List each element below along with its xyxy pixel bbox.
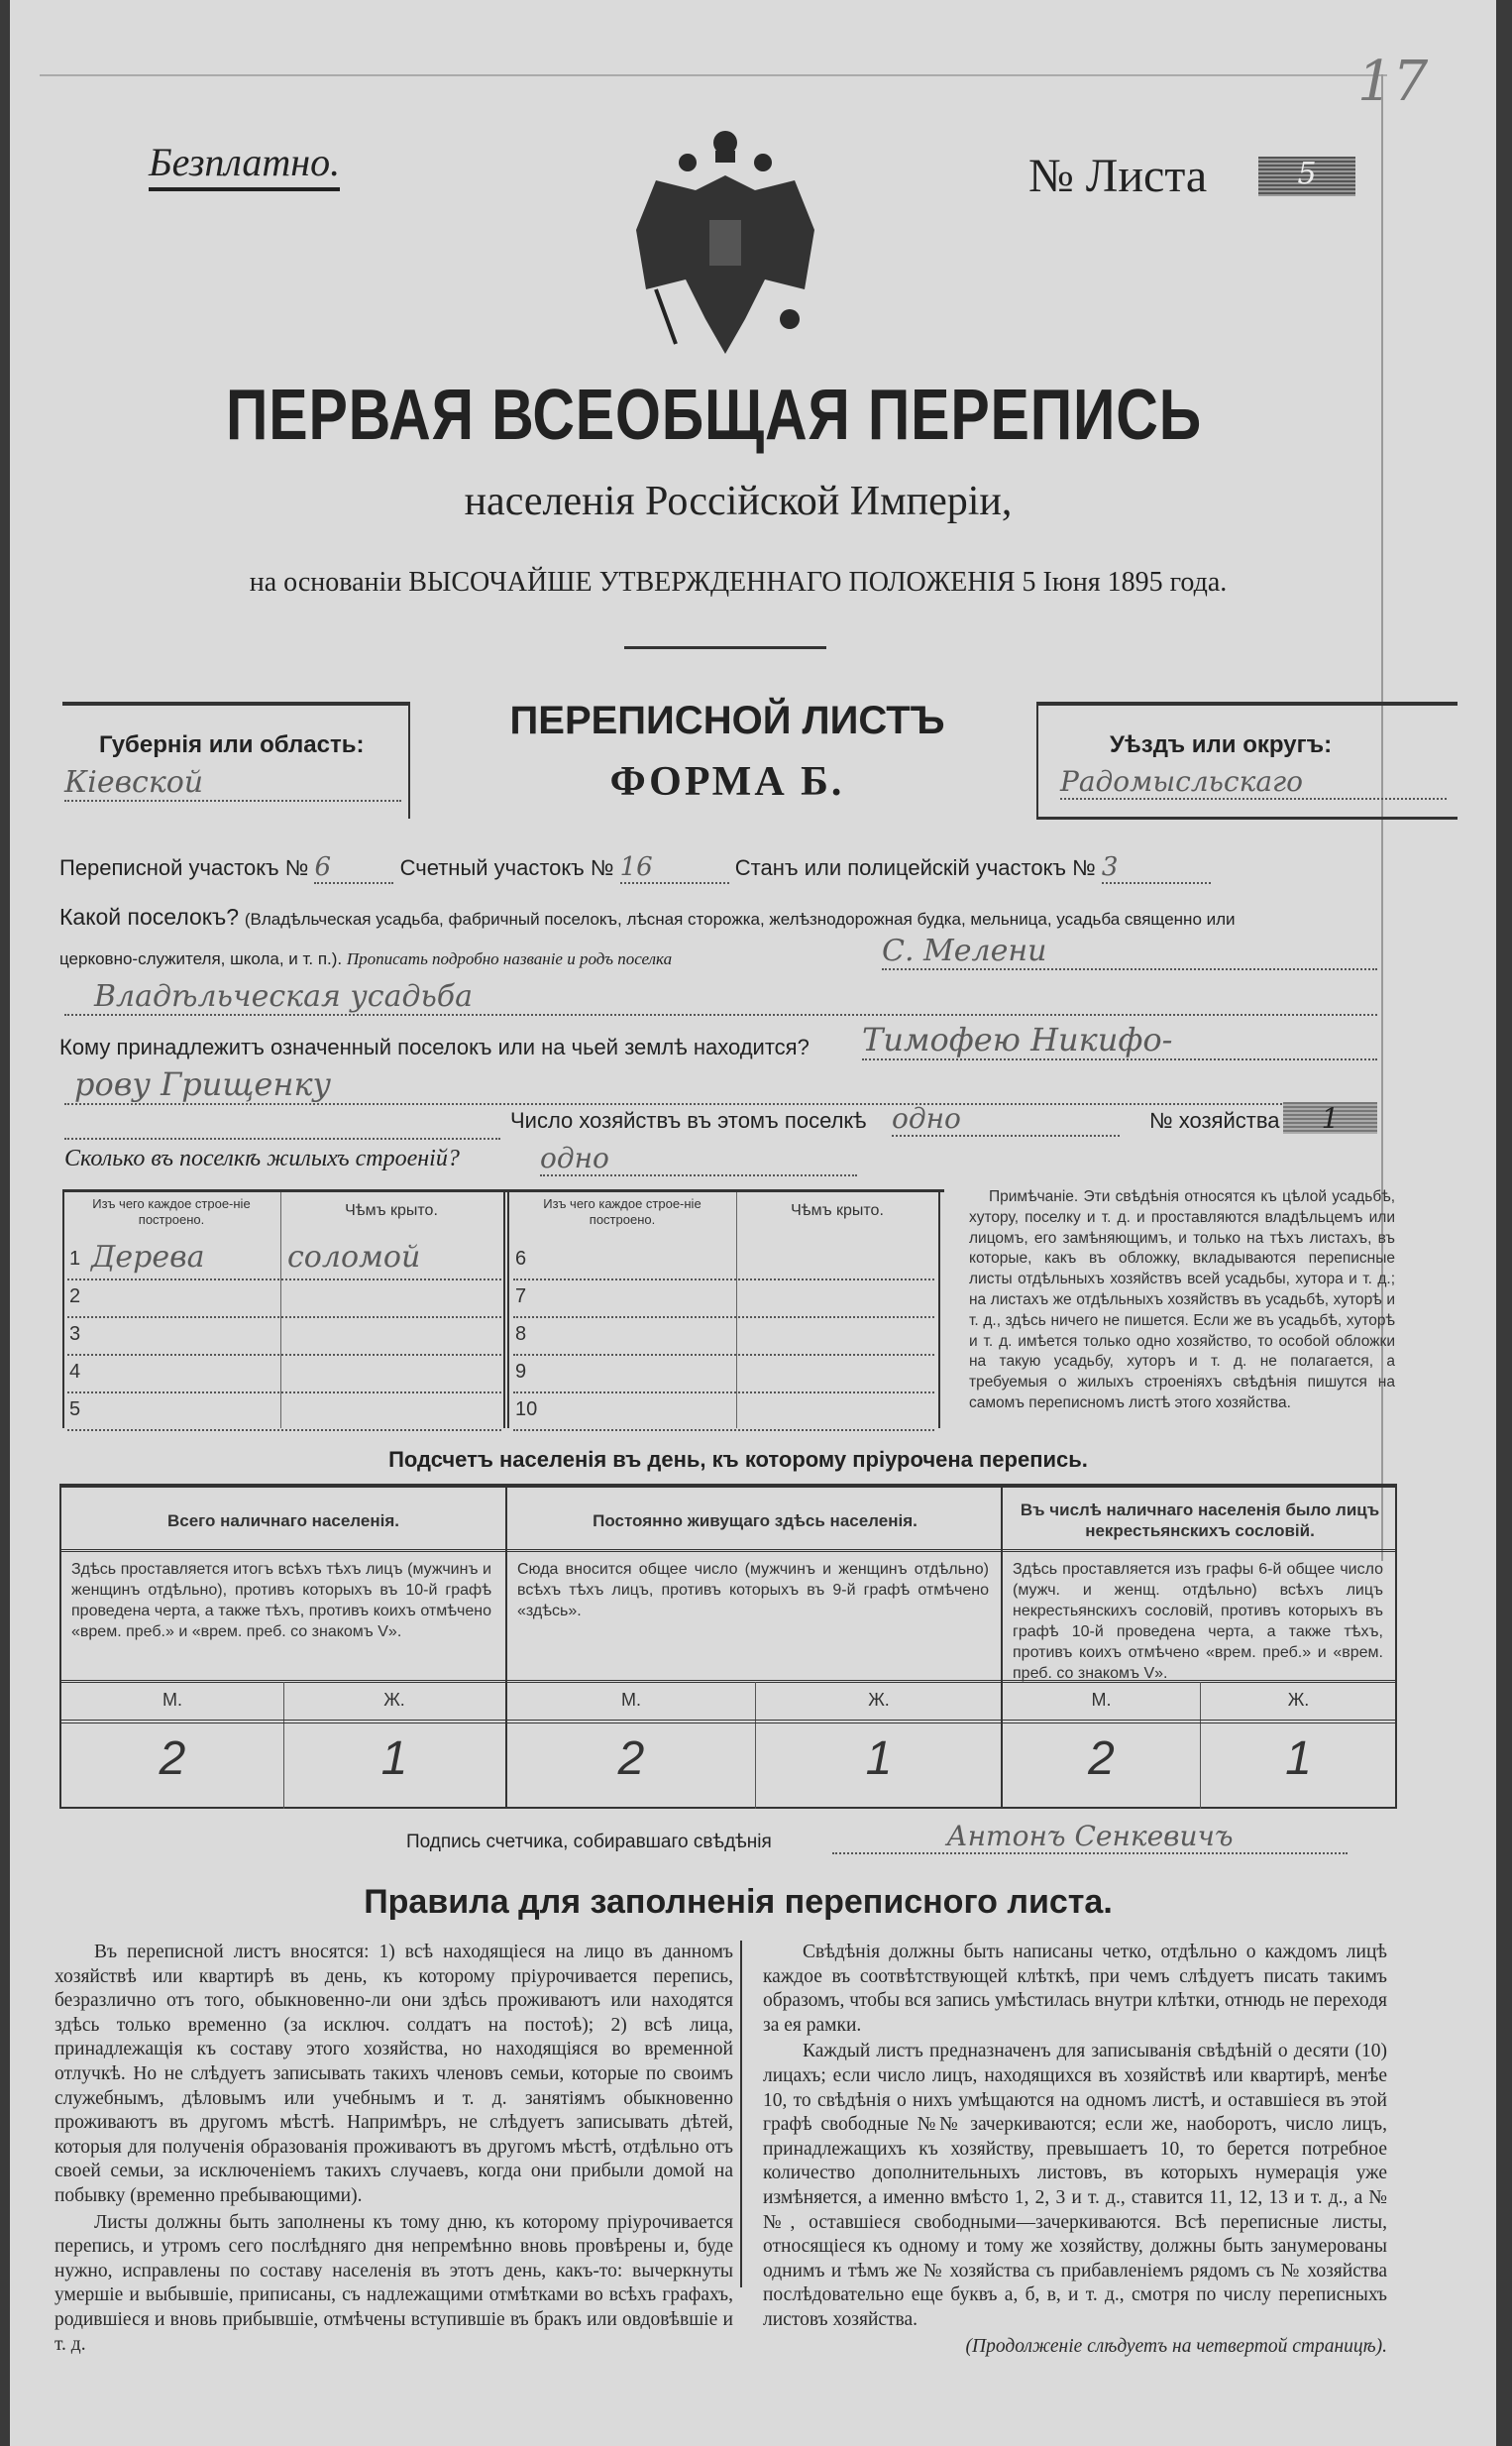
settlement-field: С. Мелени bbox=[882, 934, 1377, 970]
box-rule bbox=[1036, 817, 1458, 820]
col-material: Изъ чего каждое строе-ніе построено. bbox=[92, 1196, 251, 1227]
rules-divider bbox=[740, 1941, 742, 2287]
sheet-title: ПЕРЕПИСНОЙ ЛИСТЪ bbox=[509, 699, 945, 742]
population-description: Здѣсь проставляется изъ графы 6-й общее число (мужч. и женщ. отдѣльно) всѣхъ лицъ некрестьянскихъ сословій, противъ которыхъ въ графѣ 10-й проведена черта, а также тѣхъ, противъ коихъ отмѣчено «врем. преб.» и «врем. преб. со знакомъ V». bbox=[1013, 1561, 1383, 1682]
female-count: 1 bbox=[865, 1732, 893, 1785]
sheet-number-value: 5 bbox=[1258, 157, 1355, 196]
blank-line bbox=[64, 1138, 500, 1140]
owner-label: Кому принадлежитъ означенный поселокъ или на чьей землѣ находится? bbox=[59, 1035, 810, 1059]
district-field: Радомысльскаго bbox=[1060, 765, 1447, 800]
male-count: 2 bbox=[617, 1732, 645, 1785]
settlement-label: Какой поселокъ? bbox=[59, 904, 240, 930]
settlement-field-2: Владѣльческая усадьба bbox=[64, 979, 1377, 1016]
rules-right-column bbox=[763, 1941, 1387, 2361]
row-number: 7 bbox=[515, 1285, 527, 1307]
building-row bbox=[67, 1279, 501, 1318]
col-roof: Чѣмъ крыто. bbox=[345, 1202, 438, 1219]
households-label: Число хозяйствъ въ этомъ поселкѣ bbox=[510, 1108, 867, 1133]
sheet-number-label: № Листа bbox=[1028, 150, 1208, 202]
box-rule bbox=[62, 702, 409, 706]
population-description: Сюда вносится общее число (мужчинъ и женщинъ отдѣльно) всѣхъ тѣхъ лицъ, противъ которыхъ въ 9-й графѣ отмѣчено «здѣсь». bbox=[517, 1561, 989, 1619]
rule-paragraph: Свѣдѣнія должны быть написаны четко, отдѣльно о каждомъ лицѣ каждое въ соотвѣтствующей клѣткѣ, при чемъ слѣдуетъ писать такимъ образомъ, чтобы вся запись умѣстилась внутри клѣтки, отнюдь не переходя за ея рамки. bbox=[763, 1942, 1387, 2036]
female-label: Ж. bbox=[1287, 1690, 1310, 1710]
roof-cell: соломой bbox=[287, 1240, 421, 1275]
population-heading: Постоянно живущаго здѣсь населенія. bbox=[593, 1510, 918, 1530]
district-label: Уѣздъ или округъ: bbox=[1110, 731, 1333, 758]
buildings-field: одно bbox=[540, 1142, 857, 1176]
building-row bbox=[513, 1392, 934, 1431]
count-area-label: Счетный участокъ № bbox=[399, 855, 614, 880]
male-label: М. bbox=[621, 1690, 641, 1710]
building-row bbox=[513, 1242, 934, 1280]
population-column bbox=[505, 1488, 1001, 1809]
buildings-label: Сколько въ поселкѣ жилыхъ строеній? bbox=[64, 1146, 460, 1171]
owner-field-2: рову Грищенку bbox=[64, 1065, 1377, 1105]
material-cell: Дерева bbox=[91, 1240, 205, 1275]
household-no-field: 1 bbox=[1283, 1102, 1377, 1134]
population-title: Подсчетъ населенія въ день, къ которому пріурочена перепись. bbox=[388, 1447, 1088, 1472]
row-number: 9 bbox=[515, 1361, 527, 1383]
box-divider bbox=[408, 702, 410, 819]
building-row bbox=[513, 1279, 934, 1318]
note-text: Примѣчаніе. Эти свѣдѣнія относятся къ цѣлой усадьбѣ, хутору, поселку и т. д. и проставляются владѣльцемъ или лицомъ, его замѣняющимъ, и только на тѣхъ листахъ, въ которые, какъ въ обложку, вкладываются переписные листы отдѣльныхъ хозяйствъ всей усадьбы, хутора и т. д.; на листахъ же отдѣльныхъ хозяйствъ въ усадьбѣ, хуторѣ и т. д., здѣсь ничего не пишется. Если же въ усадьбѣ, хуторѣ и т. д. имѣется только одно хозяйство, то особой обложки на такую усадьбу, хуторъ и т. д. не полагается, а требуемыя о жилыхъ строеніяхъ свѣдѣнія пишутся на самомъ переписномъ листѣ этого хозяйства. bbox=[969, 1188, 1395, 1411]
population-table bbox=[59, 1484, 1397, 1809]
census-area-field: 6 bbox=[314, 852, 393, 884]
archive-number: 17 bbox=[1357, 50, 1429, 114]
population-column bbox=[61, 1488, 505, 1809]
settlement-hint-3: Прописать подробно названіе и родъ поселка bbox=[346, 949, 673, 968]
settlement-line-2 bbox=[59, 949, 672, 969]
census-area-label: Переписной участокъ № bbox=[59, 855, 309, 880]
province-field: Кіевской bbox=[64, 765, 401, 802]
male-count: 2 bbox=[159, 1732, 186, 1785]
population-heading: Въ числѣ наличнаго населенія было лицъ некрестьянскихъ сословій. bbox=[1020, 1501, 1380, 1540]
owner-field: Тимофею Никифо- bbox=[862, 1021, 1377, 1060]
legal-basis: на основаніи ВЫСОЧАЙШЕ УТВЕРЖДЕННАГО ПОЛОЖЕНІЯ 5 Іюня 1895 года. bbox=[249, 567, 1228, 598]
household-no-label: № хозяйства bbox=[1149, 1108, 1280, 1133]
male-label: М. bbox=[1091, 1690, 1112, 1710]
row-number: 2 bbox=[69, 1285, 81, 1307]
signature-field: Антонъ Сенкевичъ bbox=[832, 1820, 1348, 1854]
building-row bbox=[513, 1317, 934, 1356]
building-row bbox=[67, 1355, 501, 1393]
settlement-hint-2: церковно-служителя, школа, и т. п.). bbox=[59, 949, 343, 968]
households-field: одно bbox=[892, 1102, 1120, 1137]
row-number: 6 bbox=[515, 1248, 527, 1270]
count-area-field: 16 bbox=[620, 852, 729, 884]
row-number: 8 bbox=[515, 1323, 527, 1345]
building-row bbox=[67, 1242, 501, 1280]
female-label: Ж. bbox=[383, 1690, 405, 1710]
row-number: 4 bbox=[69, 1361, 81, 1383]
rules-left-column bbox=[54, 1941, 733, 2359]
province-label: Губернія или область: bbox=[99, 731, 365, 758]
building-row bbox=[67, 1392, 501, 1431]
police-area-field: 3 bbox=[1102, 852, 1211, 884]
building-row bbox=[513, 1355, 934, 1393]
settlement-hint: (Владѣльческая усадьба, фабричный поселокъ, лѣсная сторожка, желѣзнодорожная будка, мельница, усадьба священно или bbox=[244, 910, 1236, 929]
population-description: Здѣсь проставляется итогъ всѣхъ тѣхъ лицъ (мужчинъ и женщинъ отдѣльно), противъ которыхъ въ 10-й графѣ проведена черта, а также тѣхъ, противъ коихъ отмѣчено «врем. преб.» и «врем. преб. со знакомъ V». bbox=[71, 1561, 491, 1640]
settlement-line bbox=[59, 904, 1236, 931]
box-rule bbox=[1036, 702, 1458, 706]
col-roof: Чѣмъ крыто. bbox=[791, 1202, 884, 1219]
population-column bbox=[1001, 1488, 1395, 1809]
population-heading: Всего наличнаго населенія. bbox=[167, 1510, 399, 1530]
rule-paragraph: Въ переписной листъ вносятся: 1) всѣ находящіеся на лицо въ данномъ хозяйствѣ или квартирѣ въ день, къ которому пріурочивается перепись, безразлично отъ того, обыкновенно-ли они здѣсь проживаютъ или находятся здѣсь только временно (за исключ. солдатъ на постоѣ); 2) всѣ лица, принадлежащія къ составу этого хозяйства, но находящіяся во временной отлучкѣ. Но не слѣдуетъ записывать такихъ членовъ семьи, которые по своимъ служебнымъ, дѣловымъ или учебнымъ и т. д. занятіямъ обыкновенно проживаютъ въ другомъ мѣстѣ. Напримѣръ, не слѣдуетъ записывать дѣтей, которыя для полученія образованія проживаютъ въ другомъ мѣстѣ, отдѣльно отъ своей семьи, за исключеніемъ такихъ случаевъ, когда они прибыли домой на побывку (временно пребывающими). bbox=[54, 1942, 733, 2206]
male-count: 2 bbox=[1088, 1732, 1115, 1785]
form-label: ФОРМА Б. bbox=[609, 759, 845, 805]
row-number: 1 bbox=[69, 1248, 81, 1270]
title-rule bbox=[624, 646, 826, 649]
frame-top bbox=[40, 74, 1387, 76]
box-divider bbox=[1036, 702, 1038, 819]
imperial-eagle-icon bbox=[626, 121, 824, 359]
rules-title: Правила для заполненія переписного листа. bbox=[364, 1883, 1113, 1921]
building-row bbox=[67, 1317, 501, 1356]
female-label: Ж. bbox=[868, 1690, 890, 1710]
male-label: М. bbox=[162, 1690, 182, 1710]
free-label: Безплатно. bbox=[149, 139, 340, 191]
continuation-note: (Продолженіе слѣдуетъ на четвертой страницѣ). bbox=[965, 2335, 1387, 2357]
buildings-table bbox=[62, 1189, 944, 1428]
row-number: 3 bbox=[69, 1323, 81, 1345]
rule-paragraph: Каждый листъ предназначенъ для записыванія свѣдѣній о десяти (10) лицахъ; если число лицъ, находящихся въ хозяйствѣ или квартирѣ, менѣе 10, то свѣдѣнія о нихъ умѣщаются на одномъ листѣ, и оставшіеся въ этой графѣ свободные №№ зачеркиваются; если же, наоборотъ, число лицъ, принадлежащихъ къ хозяйству, превышаетъ 10, то берется потребное количество дополнительныхъ листовъ, въ которыхъ нумерація уже измѣняется, а именно вмѣсто 1, 2, 3 и т. д., ставится 11, 12, 13 и т. д., а №№, оставшіеся свободными—зачеркиваются. Всѣ переписные листы, относящіеся къ одному и тому же хозяйству, должны быть занумерованы однимъ и тѣмъ же № хозяйства съ прибавленіемъ рядомъ съ № хозяйства послѣдовательно еще буквъ а, б, в, и т. д., смотря по числу переписныхъ листовъ хозяйства. bbox=[763, 2041, 1387, 2330]
female-count: 1 bbox=[380, 1732, 408, 1785]
police-area-label: Станъ или полицейскій участокъ № bbox=[734, 855, 1096, 880]
page-title: ПЕРВАЯ ВСЕОБЩАЯ ПЕРЕПИСЬ bbox=[226, 376, 1202, 455]
row-number: 5 bbox=[69, 1398, 81, 1420]
signature-label: Подпись счетчика, собиравшаго свѣдѣнія bbox=[406, 1832, 772, 1852]
rule-paragraph: Листы должны быть заполнены къ тому дню, къ которому пріурочивается перепись, и утромъ сего послѣдняго дня непремѣнно вновь провѣрены и, буде нужно, исправлены по составу населенія въ этотъ день, какъ-то: вычеркнуты умершіе и выбывшіе, приписаны, съ надлежащими отмѣтками во всѣхъ графахъ, родившіеся и вновь прибывшіе, отмѣчены вступившіе въ бракъ или овдовѣвшіе и т. д. bbox=[54, 2211, 733, 2355]
row-number: 10 bbox=[515, 1398, 538, 1420]
area-line bbox=[59, 852, 1211, 884]
female-count: 1 bbox=[1285, 1732, 1312, 1785]
page-subtitle: населенія Россійской Имперіи, bbox=[464, 479, 1013, 524]
census-sheet bbox=[10, 0, 1496, 2446]
col-material: Изъ чего каждое строе-ніе построено. bbox=[543, 1196, 702, 1227]
